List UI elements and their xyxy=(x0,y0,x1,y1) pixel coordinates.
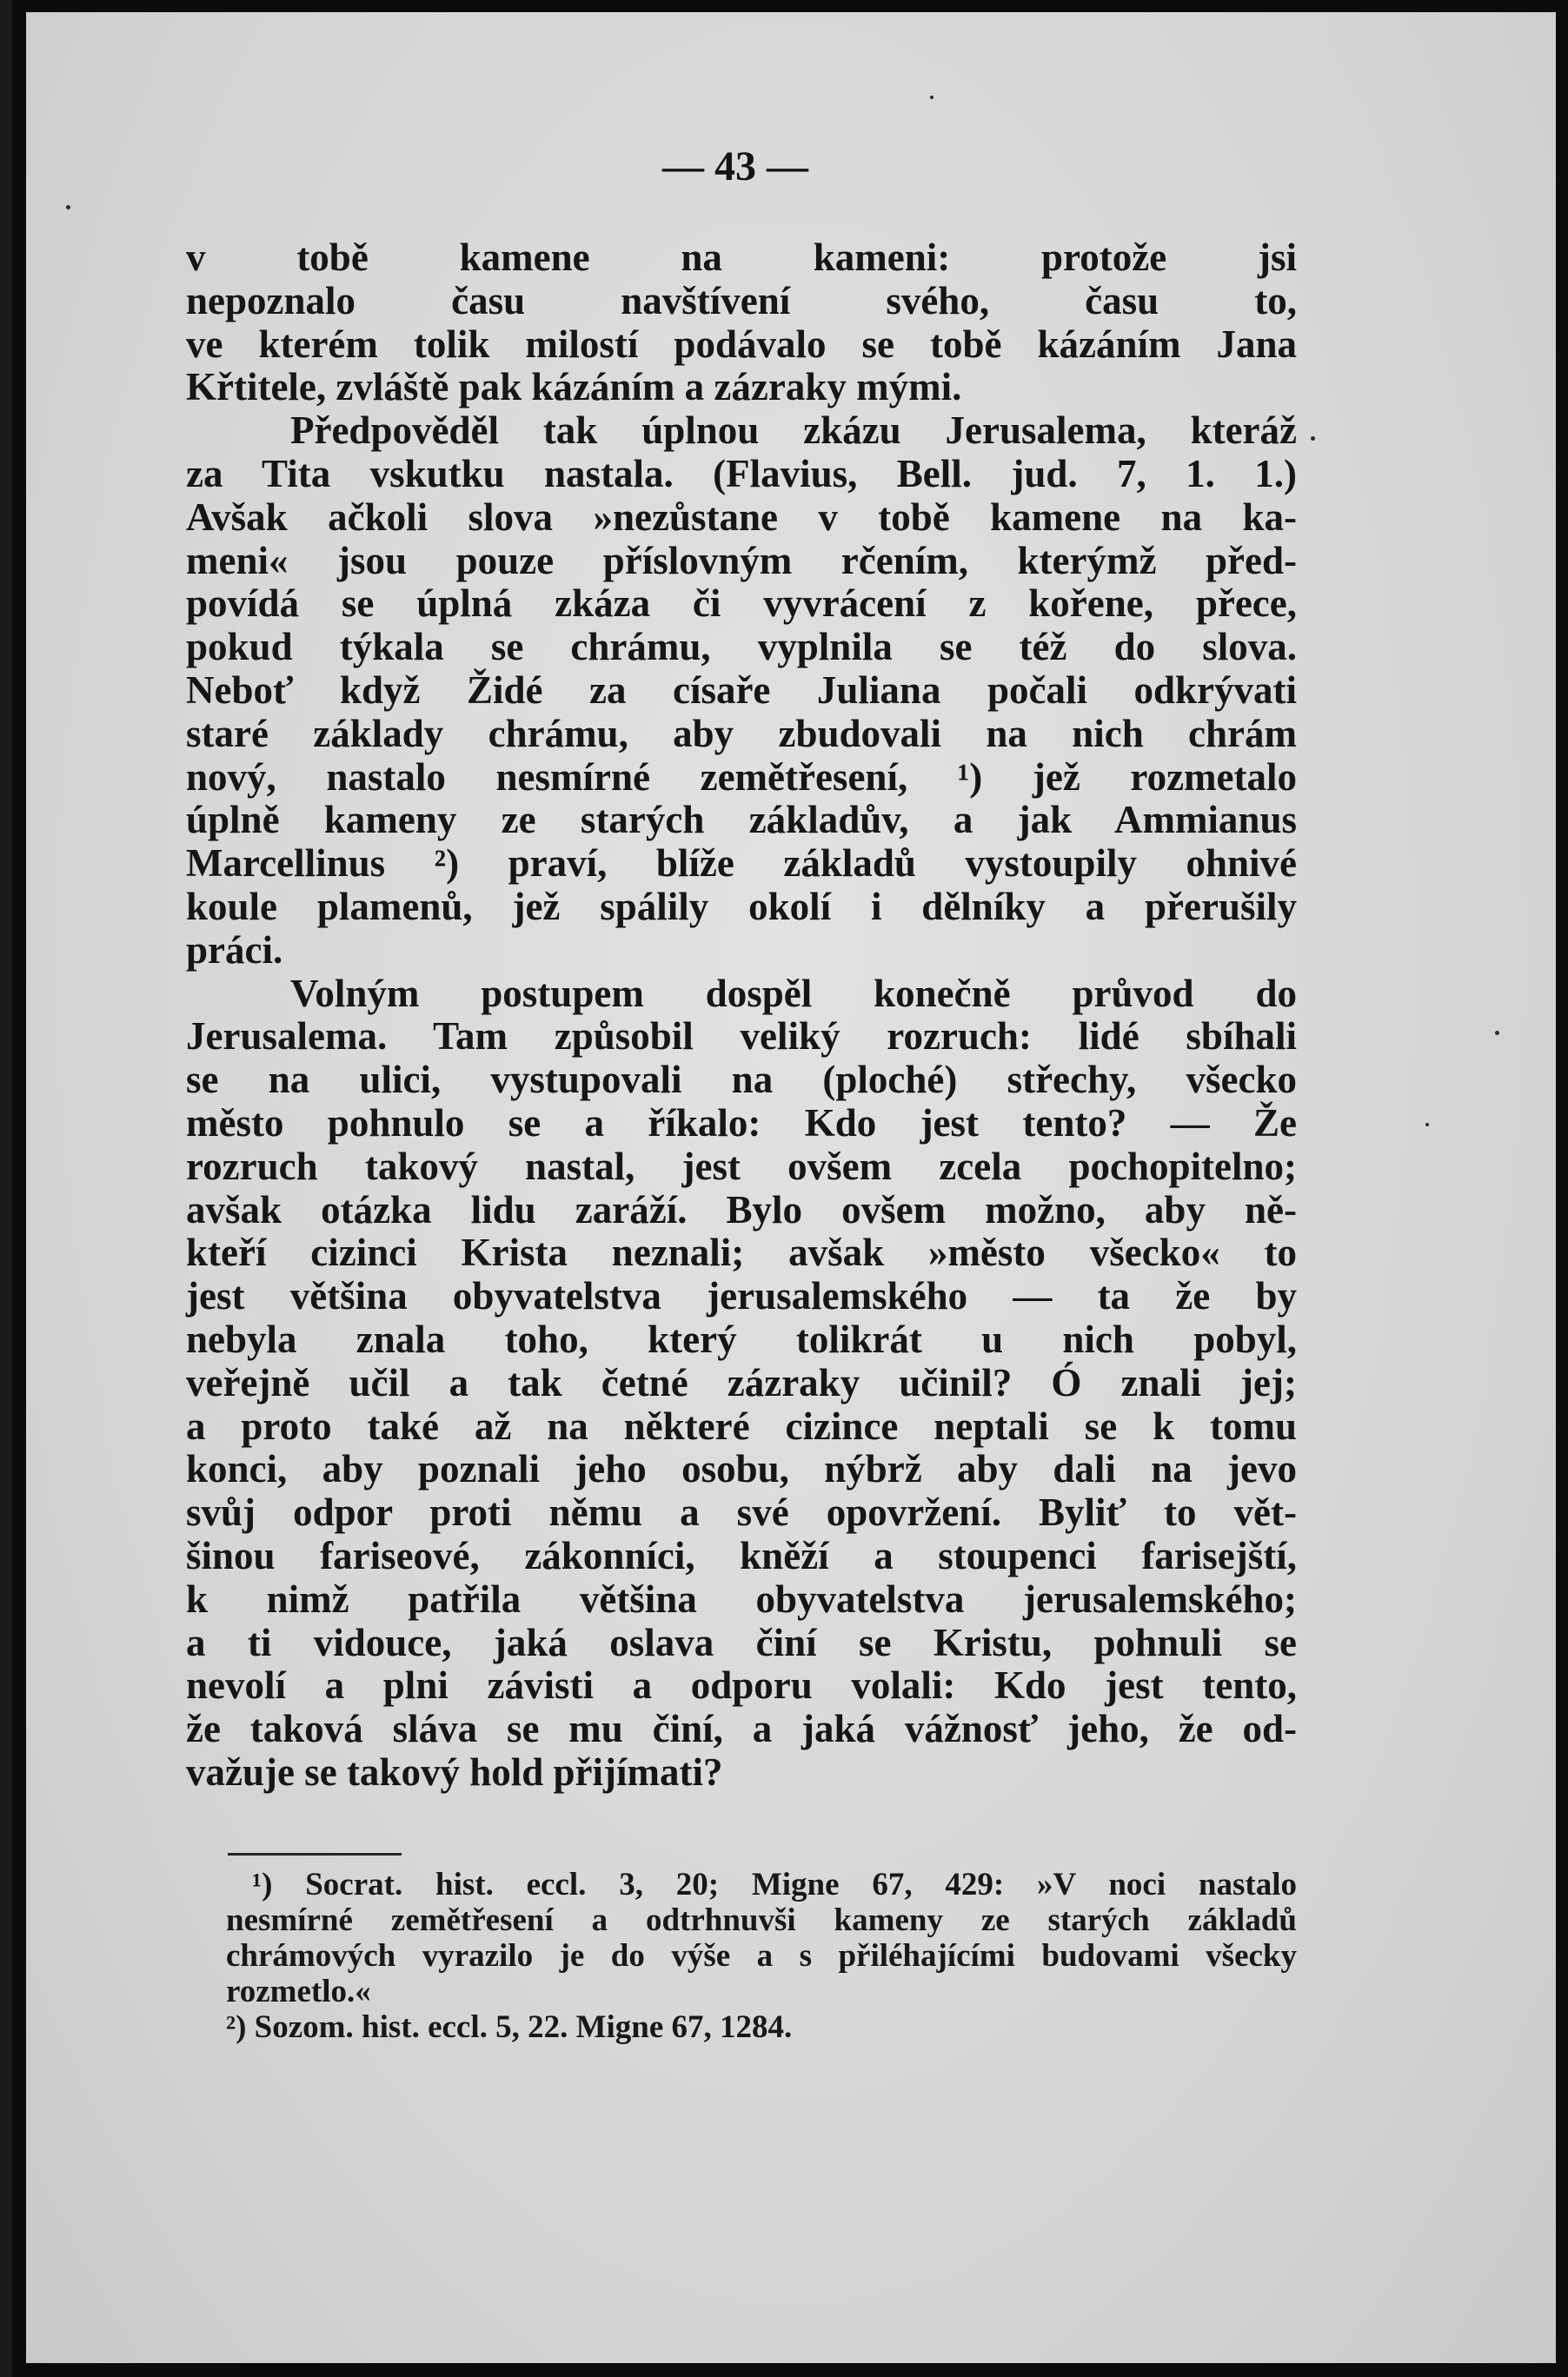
text-line: úplně kameny ze starých základův, a jak Ammianus xyxy=(186,798,1297,842)
text-line: nový, nastalo nesmírné zemětřesení, ¹) jež rozmetalo xyxy=(186,754,1297,799)
footnotes xyxy=(226,1867,1297,2045)
text-line: konci, aby poznali jeho osobu, nýbrž aby dali na jevo xyxy=(186,1447,1297,1491)
text-line: Volným postupem dospěl konečně průvod do xyxy=(290,971,1297,1015)
text-line: jest většina obyvatelstva jerusalemského — ta že by xyxy=(186,1274,1297,1318)
text-line: Marcellinus ²) praví, blíže základů vystoupily ohnivé xyxy=(186,841,1297,886)
text-line: Jerusalema. Tam způsobil veliký rozruch: lidé sbíhali xyxy=(186,1014,1297,1059)
text-line: že taková sláva se mu činí, a jaká vážnosť jeho, že od- xyxy=(186,1707,1297,1751)
text-line: práci. xyxy=(186,927,283,972)
text-line: Křtitele, zvláště pak kázáním a zázraky mými. xyxy=(186,365,962,409)
text-line: se na ulici, vystupovali na (ploché) střechy, všecko xyxy=(186,1058,1297,1102)
text-line: Avšak ačkoli slova »nezůstane v tobě kamene na ka- xyxy=(186,495,1297,539)
text-line: važuje se takový hold přijímati? xyxy=(186,1750,723,1794)
text-line: koule plamenů, jež spálily okolí i dělníky a přerušily xyxy=(186,884,1297,928)
page-number: — 43 — xyxy=(662,143,808,189)
text-line: avšak otázka lidu zaráží. Bylo ovšem možno, aby ně- xyxy=(186,1187,1297,1232)
book-page xyxy=(26,12,1556,2363)
text-line: povídá se úplná zkáza či vyvrácení z kořene, přece, xyxy=(186,581,1297,626)
text-line: nevolí a plni závisti a odporu volali: Kdo jest tento, xyxy=(186,1663,1297,1708)
text-line: pokud týkala se chrámu, vyplnila se též do slova. xyxy=(186,625,1297,669)
print-speck xyxy=(66,205,70,209)
page-left-edge xyxy=(0,0,12,2377)
body-text xyxy=(186,236,1297,1795)
text-line: město pohnulo se a říkalo: Kdo jest tento? — Že xyxy=(186,1100,1297,1145)
footnote-divider xyxy=(228,1853,402,1856)
print-speck xyxy=(930,96,933,99)
text-line: Předpověděl tak úplnou zkázu Jerusalema, kteráž xyxy=(290,408,1297,453)
footnote-line: chrámových vyrazilo je do výše a s přiléhajícími budovami všecky xyxy=(226,1938,1297,1974)
footnote-line: ²) Sozom. hist. eccl. 5, 22. Migne 67, 1284. xyxy=(226,2009,793,2045)
text-line: šinou fariseové, zákonníci, kněží a stoupenci farisejští, xyxy=(186,1533,1297,1577)
text-line: nebyla znala toho, který tolikrát u nich pobyl, xyxy=(186,1317,1297,1361)
text-line: staré základy chrámu, aby zbudovali na nich chrám xyxy=(186,711,1297,755)
text-line: meni« jsou pouze příslovným rčením, kterýmž před- xyxy=(186,538,1297,582)
text-line: za Tita vskutku nastala. (Flavius, Bell. jud. 7, 1. 1.) xyxy=(186,451,1297,495)
print-speck xyxy=(1425,1123,1429,1126)
print-speck xyxy=(1311,436,1315,441)
text-line: a ti vidouce, jaká oslava činí se Kristu, pohnuli se xyxy=(186,1620,1297,1664)
text-line: veřejně učil a tak četné zázraky učinil? Ó znali jej; xyxy=(186,1360,1297,1404)
text-line: rozruch takový nastal, jest ovšem zcela pochopitelno; xyxy=(186,1144,1297,1188)
text-line: svůj odpor proti němu a své opovržení. Byliť to vět- xyxy=(186,1491,1297,1535)
text-line: Neboť když Židé za císaře Juliana počali odkrývati xyxy=(186,667,1297,712)
text-line: k nimž patřila většina obyvatelstva jerusalemského; xyxy=(186,1577,1297,1621)
text-line: nepoznalo času navštívení svého, času to, xyxy=(186,278,1297,322)
print-speck xyxy=(1495,1031,1499,1035)
footnote-line: rozmetlo.« xyxy=(226,1974,371,2009)
text-line: v tobě kamene na kameni: protože jsi xyxy=(186,236,1297,279)
footnote-line: nesmírné zemětřesení a odtrhnuvši kameny ze starých základů xyxy=(226,1902,1297,1938)
text-line: a proto také až na některé cizince neptali se k tomu xyxy=(186,1404,1297,1448)
text-line: ve kterém tolik milostí podávalo se tobě kázáním Jana xyxy=(186,322,1297,366)
footnote-line: ¹) Socrat. hist. eccl. 3, 20; Migne 67, 429: »V noci nastalo xyxy=(252,1867,1297,1902)
text-line: kteří cizinci Krista neznali; avšak »město všecko« to xyxy=(186,1231,1297,1275)
